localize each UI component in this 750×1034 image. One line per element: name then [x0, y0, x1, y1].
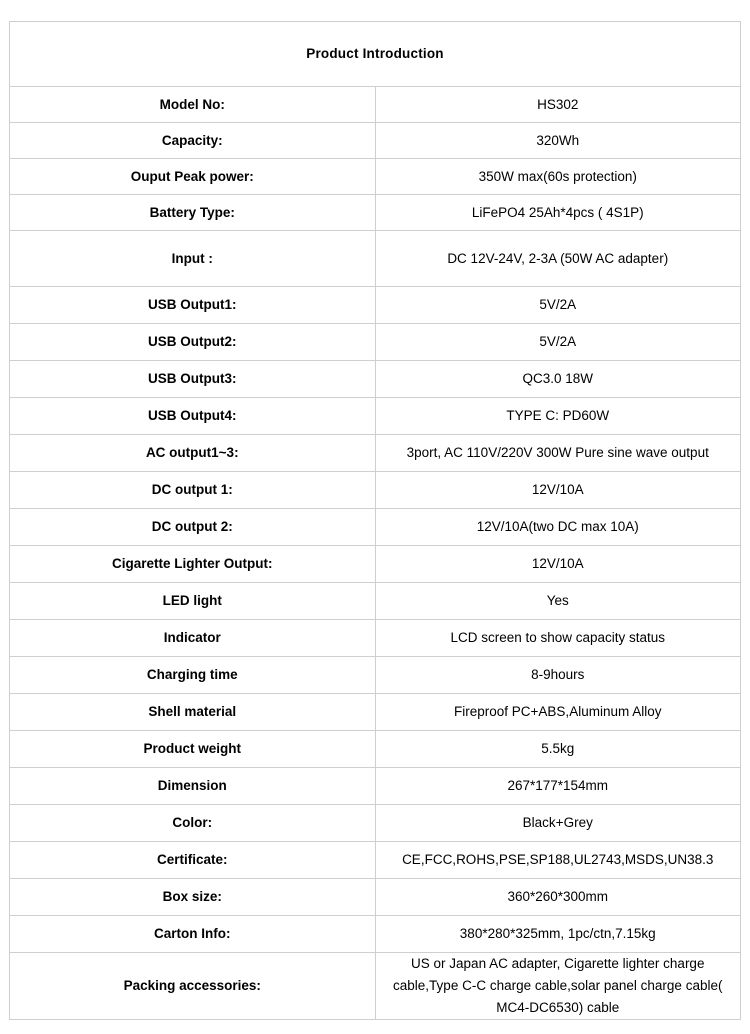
spec-value: 12V/10A: [375, 546, 741, 583]
spec-value: 3port, AC 110V/220V 300W Pure sine wave output: [375, 435, 741, 472]
spec-row-carton-info: [10, 916, 741, 953]
spec-value: LCD screen to show capacity status: [375, 620, 741, 657]
spec-label: Ouput Peak power:: [10, 159, 376, 195]
spec-row-color: [10, 805, 741, 842]
spec-label: LED light: [10, 583, 376, 620]
spec-row-dc-output2: [10, 509, 741, 546]
spec-value: 267*177*154mm: [375, 768, 741, 805]
spec-value: Yes: [375, 583, 741, 620]
spec-value: QC3.0 18W: [375, 361, 741, 398]
spec-row-charging-time: [10, 657, 741, 694]
spec-label: DC output 1:: [10, 472, 376, 509]
spec-label: Carton Info:: [10, 916, 376, 953]
spec-row-shell-material: [10, 694, 741, 731]
spec-row-box-size: [10, 879, 741, 916]
spec-label: Charging time: [10, 657, 376, 694]
spec-value: 5V/2A: [375, 324, 741, 361]
spec-row-peak-power: [10, 159, 741, 195]
spec-label: Certificate:: [10, 842, 376, 879]
spec-row-packing-accessories: [10, 953, 741, 1020]
spec-row-model: [10, 87, 741, 123]
spec-row-dimension: [10, 768, 741, 805]
spec-label: Indicator: [10, 620, 376, 657]
spec-value: 5.5kg: [375, 731, 741, 768]
spec-row-cigarette-lighter: [10, 546, 741, 583]
spec-row-led-light: [10, 583, 741, 620]
spec-label: Packing accessories:: [10, 953, 376, 1020]
spec-value: HS302: [375, 87, 741, 123]
spec-value: 320Wh: [375, 123, 741, 159]
spec-value: 380*280*325mm, 1pc/ctn,7.15kg: [375, 916, 741, 953]
spec-value: CE,FCC,ROHS,PSE,SP188,UL2743,MSDS,UN38.3: [375, 842, 741, 879]
product-spec-table: [9, 21, 741, 1020]
spec-label: Box size:: [10, 879, 376, 916]
spec-label: Battery Type:: [10, 195, 376, 231]
spec-label: Color:: [10, 805, 376, 842]
spec-label: Product weight: [10, 731, 376, 768]
spec-label: Model No:: [10, 87, 376, 123]
spec-value: 5V/2A: [375, 287, 741, 324]
spec-value: LiFePO4 25Ah*4pcs ( 4S1P): [375, 195, 741, 231]
spec-label: Cigarette Lighter Output:: [10, 546, 376, 583]
spec-value: 8-9hours: [375, 657, 741, 694]
spec-row-battery-type: [10, 195, 741, 231]
spec-value: 350W max(60s protection): [375, 159, 741, 195]
spec-label: Shell material: [10, 694, 376, 731]
table-title: Product Introduction: [10, 22, 741, 87]
spec-row-usb-output1: [10, 287, 741, 324]
spec-row-indicator: [10, 620, 741, 657]
spec-label: USB Output4:: [10, 398, 376, 435]
spec-value: TYPE C: PD60W: [375, 398, 741, 435]
spec-row-usb-output2: [10, 324, 741, 361]
spec-row-product-weight: [10, 731, 741, 768]
spec-label: AC output1~3:: [10, 435, 376, 472]
spec-value: 360*260*300mm: [375, 879, 741, 916]
spec-label: Capacity:: [10, 123, 376, 159]
spec-row-input: [10, 231, 741, 287]
spec-label: USB Output1:: [10, 287, 376, 324]
spec-row-usb-output4: [10, 398, 741, 435]
spec-value: Fireproof PC+ABS,Aluminum Alloy: [375, 694, 741, 731]
title-row: [10, 22, 741, 87]
spec-label: Dimension: [10, 768, 376, 805]
spec-value: 12V/10A: [375, 472, 741, 509]
spec-value: 12V/10A(two DC max 10A): [375, 509, 741, 546]
spec-label: DC output 2:: [10, 509, 376, 546]
spec-label: USB Output2:: [10, 324, 376, 361]
spec-row-usb-output3: [10, 361, 741, 398]
spec-row-certificate: [10, 842, 741, 879]
spec-row-capacity: [10, 123, 741, 159]
spec-label: USB Output3:: [10, 361, 376, 398]
spec-value: US or Japan AC adapter, Cigarette lighter charge cable,Type C-C charge cable,solar panel charge cable( MC4-DC6530) cable: [375, 953, 741, 1020]
spec-value: DC 12V-24V, 2-3A (50W AC adapter): [375, 231, 741, 287]
spec-row-dc-output1: [10, 472, 741, 509]
spec-row-ac-output: [10, 435, 741, 472]
spec-value: Black+Grey: [375, 805, 741, 842]
spec-label: Input :: [10, 231, 376, 287]
